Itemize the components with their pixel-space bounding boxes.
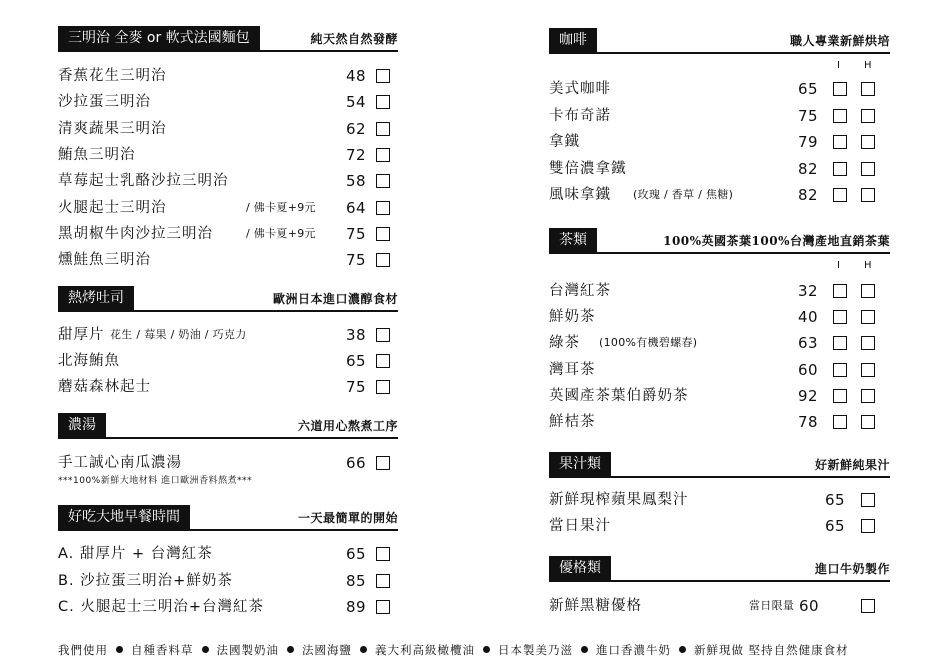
section-title: 茶類 [549, 228, 597, 252]
section-header [549, 28, 890, 54]
checkbox-hot[interactable] [861, 284, 875, 298]
checkbox-hot[interactable] [861, 188, 875, 202]
item-name: 北海鮪魚 [58, 353, 120, 369]
section-header [58, 286, 398, 312]
checkbox-iced[interactable] [833, 415, 847, 429]
item-name: 草莓起士乳酪沙拉三明治 [58, 173, 229, 190]
item-price: 75 [346, 224, 367, 243]
footer-ingredient: 新鮮現做 堅持自然健康食材 [694, 643, 849, 657]
item-name: A. 甜厚片 + 台灣紅茶 [58, 546, 213, 562]
item-name: 新鮮黑糖優格 [549, 598, 642, 614]
checkbox-hot[interactable] [861, 415, 875, 429]
menu-item [58, 196, 398, 220]
item-price: 89 [346, 598, 367, 616]
section-title: 熱烤吐司 [58, 286, 134, 310]
checkbox-hot[interactable] [861, 109, 875, 123]
bullet-icon [202, 646, 209, 653]
section-tagline: 六道用心熬煮工序 [297, 419, 398, 433]
checkbox[interactable] [376, 201, 390, 215]
item-price: 60 [798, 360, 819, 379]
checkbox[interactable] [376, 174, 390, 188]
section-header [58, 505, 398, 531]
menu-item [58, 349, 398, 373]
footer-intro: 我們使用 [58, 643, 108, 657]
item-note: 當日限量 [749, 599, 795, 612]
item-name: 香蕉花生三明治 [58, 68, 167, 84]
footer-ingredient: 自種香料草 [131, 643, 194, 657]
item-note: (玫瑰 / 香草 / 焦糖) [633, 188, 734, 201]
section-header [549, 556, 890, 582]
menu-item [549, 594, 890, 618]
item-price: 82 [798, 186, 819, 204]
footer-ingredient: 義大利高級橄欖油 [375, 643, 475, 657]
checkbox-iced[interactable] [833, 188, 847, 202]
footer-ingredient: 日本製美乃滋 [498, 643, 573, 657]
menu-item [549, 183, 890, 207]
section-tagline: 職人專業新鮮烘培 [789, 34, 890, 48]
item-price: 38 [346, 326, 367, 344]
menu-item [58, 90, 398, 114]
menu-item [58, 169, 398, 193]
item-price: 54 [346, 93, 367, 112]
item-price: 64 [346, 198, 367, 217]
section-tagline: 100%英國茶葉100%台灣產地直銷茶葉 [663, 234, 890, 248]
checkbox-hot[interactable] [861, 389, 875, 403]
section-tagline: 純天然自然發酵 [310, 32, 398, 46]
item-price: 65 [825, 517, 846, 535]
footer-ingredient: 法國製奶油 [216, 643, 279, 657]
item-name: 蘑菇森林起士 [58, 379, 151, 395]
item-name: 鮮桔茶 [549, 414, 596, 430]
item-name: 清爽蔬果三明治 [58, 120, 167, 137]
menu-item [549, 384, 890, 408]
footer-ingredient: 法國海鹽 [302, 643, 352, 657]
bullet-icon [581, 646, 588, 653]
section-title: 三明治 全麥 or 軟式法國麵包 [58, 26, 260, 50]
bullet-icon [679, 646, 686, 653]
checkbox-hot[interactable] [861, 363, 875, 377]
item-name: 手工誠心南瓜濃湯 [58, 455, 182, 471]
checkbox-iced[interactable] [833, 284, 847, 298]
item-price: 32 [798, 282, 819, 300]
menu-item [549, 331, 890, 355]
checkbox-iced[interactable] [833, 162, 847, 176]
checkbox-hot[interactable] [861, 310, 875, 324]
section-title: 優格類 [549, 556, 611, 580]
bullet-icon [483, 646, 490, 653]
item-price: 40 [798, 308, 819, 327]
item-name: 甜厚片 [58, 327, 105, 343]
checkbox[interactable] [861, 599, 875, 613]
item-price: 48 [346, 67, 367, 85]
checkbox[interactable] [376, 600, 390, 614]
menu-item [549, 130, 890, 154]
item-price: 72 [346, 145, 367, 164]
section-title: 咖啡 [549, 28, 597, 52]
item-price: 58 [346, 172, 367, 191]
item-price: 65 [825, 491, 846, 509]
item-note: / 佛卡夏+9元 [246, 226, 316, 240]
checkbox[interactable] [376, 574, 390, 588]
checkbox-iced[interactable] [833, 363, 847, 377]
checkbox-iced[interactable] [833, 135, 847, 149]
section-header [58, 26, 398, 52]
checkbox[interactable] [376, 456, 390, 470]
item-note: 花生 / 莓果 / 奶油 / 巧克力 [110, 328, 247, 341]
menu-item [58, 64, 398, 88]
checkbox[interactable] [861, 519, 875, 533]
item-price: 75 [798, 106, 819, 125]
item-price: 66 [346, 454, 367, 472]
item-name: 鮪魚三明治 [58, 146, 136, 163]
item-price: 92 [798, 386, 819, 405]
checkbox-iced[interactable] [833, 82, 847, 96]
menu-item [58, 323, 398, 347]
item-price: 82 [798, 159, 819, 178]
bullet-icon [287, 646, 294, 653]
checkbox[interactable] [376, 227, 390, 241]
checkbox-hot[interactable] [861, 82, 875, 96]
checkbox[interactable] [376, 328, 390, 342]
checkbox[interactable] [376, 354, 390, 368]
menu-item [549, 488, 890, 512]
item-name: 卡布奇諾 [549, 107, 611, 124]
item-name: 美式咖啡 [549, 81, 611, 97]
item-price: 75 [346, 251, 367, 270]
section-title: 果汁類 [549, 452, 611, 476]
item-name: 火腿起士三明治 [58, 199, 167, 216]
checkbox[interactable] [376, 148, 390, 162]
menu-item [549, 104, 890, 128]
menu-item [58, 117, 398, 141]
item-name: 風味拿鐵 [549, 187, 611, 203]
item-name: 燻鮭魚三明治 [58, 252, 151, 269]
column-header-iced: I [837, 260, 840, 271]
checkbox-iced[interactable] [833, 310, 847, 324]
section-footnote: ***100%新鮮大地材料 進口歐洲香料熬煮*** [58, 476, 253, 486]
item-price: 79 [798, 133, 819, 151]
section-tagline: 歐洲日本進口濃醇食材 [272, 292, 398, 306]
column-header-iced: I [837, 60, 840, 71]
menu-item [58, 248, 398, 272]
item-note: (100%有機碧螺春) [599, 336, 698, 350]
checkbox-iced[interactable] [833, 389, 847, 403]
item-name: 雙倍濃拿鐵 [549, 160, 627, 177]
menu-item [549, 279, 890, 303]
section-tagline: 進口牛奶製作 [814, 562, 890, 576]
item-name: 沙拉蛋三明治 [58, 94, 151, 111]
item-name: 灣耳茶 [549, 361, 596, 378]
checkbox-hot[interactable] [861, 135, 875, 149]
item-name: 當日果汁 [549, 518, 611, 534]
item-name: 台灣紅茶 [549, 283, 611, 299]
menu-item [549, 514, 890, 538]
checkbox-iced[interactable] [833, 336, 847, 350]
item-price: 85 [346, 571, 367, 590]
section-header [58, 413, 398, 439]
checkbox[interactable] [376, 547, 390, 561]
item-price: 65 [798, 80, 819, 98]
checkbox[interactable] [376, 95, 390, 109]
item-price: 60 [799, 597, 820, 615]
column-header-hot: H [864, 260, 872, 271]
section-tagline: 好新鮮純果汁 [814, 458, 890, 472]
checkbox[interactable] [376, 380, 390, 394]
menu-item [58, 143, 398, 167]
menu-item [58, 451, 398, 475]
section-title: 濃湯 [58, 413, 106, 437]
menu-item [549, 358, 890, 382]
item-name: 綠茶 [549, 335, 580, 352]
column-header-hot: H [864, 60, 872, 71]
item-price: 78 [798, 413, 819, 431]
checkbox-iced[interactable] [833, 109, 847, 123]
item-price: 75 [346, 378, 367, 396]
section-tagline: 一天最簡單的開始 [297, 511, 398, 525]
menu-item [549, 157, 890, 181]
menu-item [549, 77, 890, 101]
checkbox-hot[interactable] [861, 336, 875, 350]
item-note: / 佛卡夏+9元 [246, 200, 316, 214]
section-title: 好吃大地早餐時間 [58, 505, 190, 529]
menu-item [58, 375, 398, 399]
menu-item [58, 595, 398, 619]
checkbox-hot[interactable] [861, 162, 875, 176]
menu-item [58, 542, 398, 566]
bullet-icon [116, 646, 123, 653]
checkbox[interactable] [861, 493, 875, 507]
menu-item [58, 569, 398, 593]
item-name: 鮮奶茶 [549, 309, 596, 326]
item-price: 65 [346, 545, 367, 563]
footer-ingredients [58, 642, 849, 658]
section-header [549, 452, 890, 478]
menu-item [58, 222, 398, 246]
item-price: 62 [346, 119, 367, 138]
bullet-icon [360, 646, 367, 653]
section-header [549, 228, 890, 254]
checkbox[interactable] [376, 253, 390, 267]
checkbox[interactable] [376, 69, 390, 83]
item-name: 新鮮現榨蘋果鳳梨汁 [549, 492, 689, 508]
item-name: 英國產茶葉伯爵奶茶 [549, 387, 689, 404]
item-price: 65 [346, 352, 367, 370]
item-name: C. 火腿起士三明治+台灣紅茶 [58, 599, 264, 615]
footer-ingredient: 進口香濃牛奶 [596, 643, 671, 657]
item-name: 拿鐵 [549, 134, 580, 150]
menu-item [549, 305, 890, 329]
item-name: B. 沙拉蛋三明治+鮮奶茶 [58, 572, 233, 589]
item-name: 黑胡椒牛肉沙拉三明治 [58, 225, 213, 242]
menu-item [549, 410, 890, 434]
item-price: 63 [798, 334, 819, 353]
checkbox[interactable] [376, 122, 390, 136]
